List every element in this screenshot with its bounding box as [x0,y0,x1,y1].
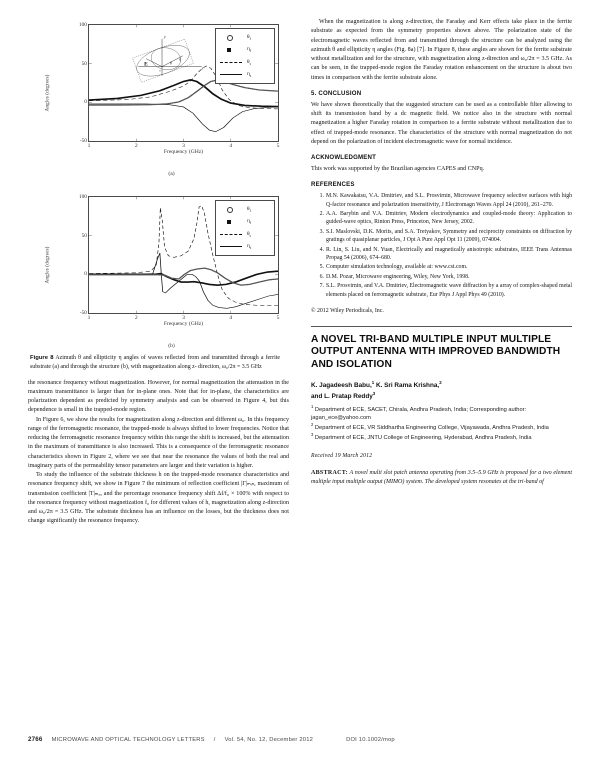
panel-b-ylabel: Angles (degrees) [44,246,51,284]
left-paragraph-2: In Figure 6, we show the results for magnetization along z-direction and different ω₀. In this frequency range of the ferromagnetic resonance, the trapped-mode is always shifted to lower frequencies. Notice that reducing the ferromagnetic resonance frequency within this range the shift is increased, but the attenuation in the maximum of transmittance is also increased. This is a consequence of the ferromagnetic resonance characteristics shown in Figure 2, where we see that near the resonance the values of both the real and imaginary parts of the permeability tensor parameters are larger and their variation is higher. [28,416,289,469]
reference-text: Computer simulation technology, available at: www.cst.com. [326,264,468,271]
author-3: and L. Pratap Reddy [311,393,373,401]
legend-label: $\theta_s$ [247,230,251,238]
affiliation-3-text: Department of ECE, JNTU College of Engineering, Hyderabad, Andhra Pradesh, India [313,435,532,442]
reference-number: 6. [319,273,324,280]
figure-8 [28,18,289,372]
panel-b-xtick-0: 1 [87,315,91,321]
article-divider [311,326,572,327]
filled-square-marker-icon [220,46,242,54]
affiliation-2-text: Department of ECE, VR Siddhartha Engineering College, Vijayawada, Andhra Pradesh, India [313,425,549,432]
reference-number: 1. [319,193,324,200]
svg-text:E: E [144,61,149,68]
author-1: K. Jagadeesh Babu, [311,382,372,390]
author-2: K. Sri Rama Krishna, [374,382,440,390]
affiliation-2 [311,422,572,432]
reference-item [311,273,572,281]
reference-text: S.L. Prosvirnin, and V.A. Dmitriev, Electromagnetic wave diffraction by a array of complex-shaped metal elements placed on ferromagnetic substrate, Eur Phys J Appl Phys 49 (2010). [326,283,572,298]
affiliation-1-text: Department of ECE, SACET, Chirala, Andhra Pradesh, India; Corresponding author: jagan_ece@yahoo.com [311,407,527,422]
panel-a-ytick-2: 0 [84,99,87,106]
legend-item [216,204,274,215]
dashed-line-icon [220,230,242,238]
affiliation-3-marker: 3 [311,432,314,438]
reference-item [311,282,572,299]
panel-b-label: (b) [168,343,175,349]
affiliation-1 [311,404,572,422]
solid-line-icon [220,71,242,79]
abstract-label: ABSTRACT: [311,470,348,477]
chart-panel-a [44,18,281,177]
new-article-title: A NOVEL TRI-BAND MULTIPLE INPUT MULTIPLE OUTPUT ANTENNA WITH IMPROVED BANDWIDTH AND ISOLATION [311,333,561,370]
reference-item [311,210,572,227]
legend-label: $\eta_f$ [247,46,252,54]
acknowledgment-heading: ACKNOWLEDGMENT [311,154,377,161]
reference-list [311,192,572,299]
panel-b-ytick-3: -50 [79,310,87,316]
panel-b-xlabel: Frequency (GHz) [163,321,204,327]
author-list [311,380,572,402]
panel-a-xtick-3: 4 [229,143,233,149]
panel-b-ytick-1: 50 [81,232,87,239]
left-paragraph-1: the resonance frequency without magnetization. However, for normal magnetization the attenuation in the maximum transmittance is larger than for in-plane ones. Note that for in-plane, the characteristics are polarization dependent as predicted by symmetry analysis and can be observed in Figure 4, but this dependence is small in the trapped-mode region. [28,379,289,414]
journal-name: MICROWAVE AND OPTICAL TECHNOLOGY LETTERS [51,737,205,743]
legend-item [216,229,274,240]
reference-number: 4. [319,246,324,253]
open-circle-marker-icon [220,205,242,213]
svg-text:x: x [202,65,204,71]
affiliation-2-marker: 2 [311,422,314,428]
reference-number: 3. [319,228,324,235]
legend-item [216,57,274,68]
footer-separator: / [213,737,216,743]
panel-b-ytick-2: 0 [84,271,87,278]
affiliation-1-marker: 1 [311,404,314,410]
page-footer [28,736,572,743]
figure-caption-text: Azimuth θ and ellipticity η angles of waves reflected from and transmitted through a ferrite substrate (a) and through the structure (b), with magnetization along z- direction, ω₀/2π = 3.5 GHz [30,355,280,370]
panel-a-xtick-2: 3 [182,143,185,149]
legend-label: $\eta_f$ [247,218,252,226]
right-column [311,18,572,718]
intro-paragraph: When the magnetization is along z-direction, the Faraday and Kerr effects take place in the ferrite substrate as expected from the symmetry properties shown above. The polarization state of the electromagnetic waves reflected from and transmitted through the structure can be analyzed using the azimuth θ and ellipticity η angles (Fig. 8a) [7]. In Figure 8, these angles are shown for the ferrite substrate without metallization and for the structure, with magnetization along z-direction and ω₀/2π = 3.5 GHz. As can be seen, in the trapped-mode region the Faraday rotation enhancement on the structure is about two times in comparison with the ferrite substrate alone. [311,19,572,81]
polarization-ellipse-inset [115,30,219,85]
legend-item [216,44,274,55]
panel-a-legend [215,28,275,84]
panel-b-xtick-1: 2 [134,315,138,321]
solid-line-icon [220,243,242,251]
svg-text:θ: θ [170,60,173,66]
reference-number: 2. [319,211,324,218]
panel-a-ytick-0: 100 [78,22,87,28]
abstract [311,469,572,487]
legend-item [216,32,274,43]
panel-a-xlabel: Frequency (GHz) [163,149,204,155]
dashed-line-icon [220,58,242,66]
acknowledgment-paragraph: This work was supported by the Brazilian agencies CAPES and CNPq. [311,166,485,172]
open-circle-marker-icon [220,33,242,41]
issue-info: Vol. 54, No. 12, December 2012 [224,737,314,743]
reference-item [311,246,572,263]
panel-a-plot-area [78,22,280,155]
reference-text: A.A. Barybin and V.A. Dmitriev, Modern electrodynamics and coupled-mode theory: Application to guided-wave optics, Rinton Press, Princeton, New Jersey, 2002. [326,211,572,226]
panel-b-ytick-0: 100 [78,194,87,200]
copyright-line: © 2012 Wiley Periodicals, Inc. [311,307,384,314]
doi: DOI 10.1002/mop [346,737,395,743]
received-date: Received 19 March 2012 [311,453,373,460]
svg-text:y: y [164,33,167,39]
panel-b-legend [215,200,275,256]
panel-a-xtick-0: 1 [87,143,91,149]
reference-text: D.M. Pozar, Microwave engineering, Wiley, New York, 1998. [326,273,470,280]
panel-a-label: (a) [168,171,175,177]
page-number: 2766 [28,736,43,743]
figure-caption-label: Figure 8 [30,355,54,361]
legend-label: $\theta_f$ [247,33,251,41]
references-heading: REFERENCES [311,181,355,189]
reference-item [311,192,572,209]
reference-text: R. Lin, S. Liu, and N. Yuan, Electrically and magnetically anisotropic substrates, IEEE Trans Antennas Propag 54 (2006), 674–680. [326,246,572,261]
author-2-affil-marker: 2 [439,380,442,386]
left-column [28,18,289,718]
left-paragraph-3: To study the influence of the substrate thickness h on the trapped-mode resonance characteristics and resonance frequency shift, we show in Figure 7 the minimum of reflection coefficient |Γ|ₘᵢₙ, maximum of transmission coefficient |T|ₘₐₓ and the percentage resonance frequency shift Δf/f₀ × 100% with respect to the resonance frequency without magnetization f₀ for different values of h, magnetization along z-direction and ω₀/2π = 3.5 GHz. The substrate thickness has an influence on the losses, but the thickness does not change significantly the resonance frequency. [28,472,289,525]
affiliation-3 [311,432,572,442]
panel-b-xtick-3: 4 [229,315,233,321]
reference-number: 5. [319,264,324,271]
legend-item [216,216,274,227]
reference-text: M.N. Kawakatsu, V.A. Dmitriev, and S.L. Prosvirnin, Microwave frequency selective surfaces with high Q-factor resonance and polarization insensitivity, J Electromagn Waves Appl 24 (2010), 261–270. [326,193,572,208]
panel-b-xtick-2: 3 [182,315,185,321]
two-column-layout [28,18,572,718]
chart-panel-b [44,190,281,349]
filled-square-marker-icon [220,218,242,226]
author-3-affil-marker: 3 [372,391,376,397]
reference-item [311,228,572,245]
figure-caption [30,354,280,372]
legend-label: $\theta_f$ [247,205,251,213]
reference-item [311,263,572,271]
legend-label: $\eta_s$ [247,243,252,251]
panel-b-plot-area [78,194,280,327]
svg-text:η: η [179,56,182,62]
legend-item [216,241,274,252]
conclusion-heading: 5. CONCLUSION [311,89,362,97]
panel-a-xtick-1: 2 [134,143,138,149]
reference-text: S.I. Maslovski, D.K. Morits, and S.A. Tretyakov, Symmetry and reciprocity constraints on diffraction by gratings of quasiplanar particles, J Opt A Pure Appl Opt 11 (2009), 074004. [326,228,572,244]
legend-item [216,69,274,80]
reference-number: 7. [319,283,324,290]
panel-a-xtick-4: 5 [276,143,280,149]
panel-a-ylabel: Angles (degrees) [44,74,51,112]
abstract-text: A novel multi slot patch antenna operating from 3.5–5.9 GHz is proposed for a two element multiple input multiple output (MIMO) system. The developed system resonates at the tri-band of [311,470,572,486]
author-1-affil-marker: 1 [371,380,375,386]
svg-text:o: o [159,68,162,73]
panel-a-ytick-1: 50 [81,60,87,67]
panel-a-ytick-3: -50 [79,138,87,144]
panel-b-xtick-4: 5 [276,315,280,321]
legend-label: $\theta_s$ [247,58,251,66]
conclusion-paragraph: We have shown theoretically that the suggested structure can be used as a controllable filter allowing to shift its transmission band by a dc magnetic field. We notice also in the structure with normal magnetization a higher Faraday rotation in comparison to a ferrite substrate without metallization due to effect of trapped-mode resonance. The characteristics of the structure with normal magnetization do not depend on the polarization of incident electromagnetic wave for normal incidence. [311,101,572,145]
legend-label: $\eta_s$ [247,71,252,79]
